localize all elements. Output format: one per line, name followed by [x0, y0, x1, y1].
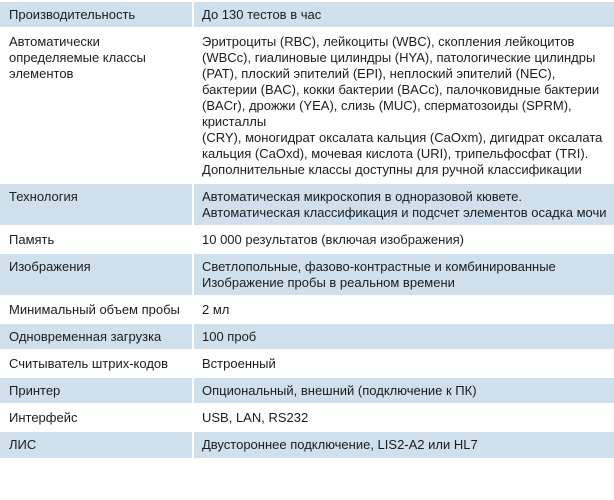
- spec-row-images: [0, 253, 614, 296]
- spec-label: Производительность: [0, 1, 193, 28]
- spec-value: [193, 377, 614, 404]
- spec-label: Принтер: [0, 377, 193, 404]
- spec-value-line: Опциональный, внешний (подключение к ПК): [202, 383, 477, 398]
- spec-value: [193, 226, 614, 253]
- spec-value-line: До 130 тестов в час: [202, 7, 322, 22]
- spec-value-line: Эритроциты (RBC), лейкоциты (WBC), скопления лейкоцитов (WBCc), гиалиновые цилиндры (HYA), патологические цилиндры (PAT), плоский эпителий (EPI), неплоский эпителий (NEC), бактерии (BAC), кокки бактерии (BACc), палочковидные бактерии (BACr), дрожжи (YEA), слизь (MUC), сперматозоиды (SPRM), кристаллы: [202, 34, 600, 129]
- spec-label: Одновременная загрузка: [0, 323, 193, 350]
- spec-value-line: Автоматическая классификация и подсчет элементов осадка мочи: [202, 205, 607, 220]
- spec-row-lis: [0, 431, 614, 458]
- spec-row-simultaneous-loading: [0, 323, 614, 350]
- spec-value-line: Встроенный: [202, 356, 276, 371]
- spec-row-performance: [0, 1, 614, 28]
- spec-value-line: Автоматическая микроскопия в одноразовой кювете.: [202, 189, 522, 204]
- spec-value: [193, 28, 614, 183]
- spec-value: [193, 404, 614, 431]
- spec-row-barcode-reader: [0, 350, 614, 377]
- spec-row-technology: [0, 183, 614, 226]
- spec-value: [193, 183, 614, 226]
- spec-value: [193, 253, 614, 296]
- spec-label: Автоматически определяемые классы элементов: [0, 28, 193, 183]
- spec-value: [193, 431, 614, 458]
- spec-label: Минимальный объем пробы: [0, 296, 193, 323]
- spec-value-line: Светлопольные, фазово-контрастные и комбинированные: [202, 259, 556, 274]
- spec-value: [193, 1, 614, 28]
- spec-row-element-classes: [0, 28, 614, 183]
- spec-value: [193, 323, 614, 350]
- spec-value-line: 10 000 результатов (включая изображения): [202, 232, 464, 247]
- spec-label: Изображения: [0, 253, 193, 296]
- spec-value: [193, 350, 614, 377]
- spec-value-line: Дополнительные классы доступны для ручной классификации: [202, 162, 582, 177]
- spec-value: [193, 296, 614, 323]
- spec-label: Технология: [0, 183, 193, 226]
- spec-row-min-sample-volume: [0, 296, 614, 323]
- spec-value-line: USB, LAN, RS232: [202, 410, 309, 425]
- spec-row-printer: [0, 377, 614, 404]
- spec-label: Интерфейс: [0, 404, 193, 431]
- spec-value-line: 2 мл: [202, 302, 230, 317]
- spec-row-memory: [0, 226, 614, 253]
- spec-value-line: 100 проб: [202, 329, 257, 344]
- spec-row-interface: [0, 404, 614, 431]
- spec-value-line: (CRY), моногидрат оксалата кальция (CaOxm), дигидрат оксалата кальция (CaOxd), мочевая кислота (URI), трипельфосфат (TRI).: [202, 130, 603, 161]
- spec-label: Считыватель штрих-кодов: [0, 350, 193, 377]
- spec-value-line: Изображение пробы в реальном времени: [202, 275, 455, 290]
- spec-label: ЛИС: [0, 431, 193, 458]
- spec-value-line: Двустороннее подключение, LIS2-A2 или HL7: [202, 437, 478, 452]
- spec-label: Память: [0, 226, 193, 253]
